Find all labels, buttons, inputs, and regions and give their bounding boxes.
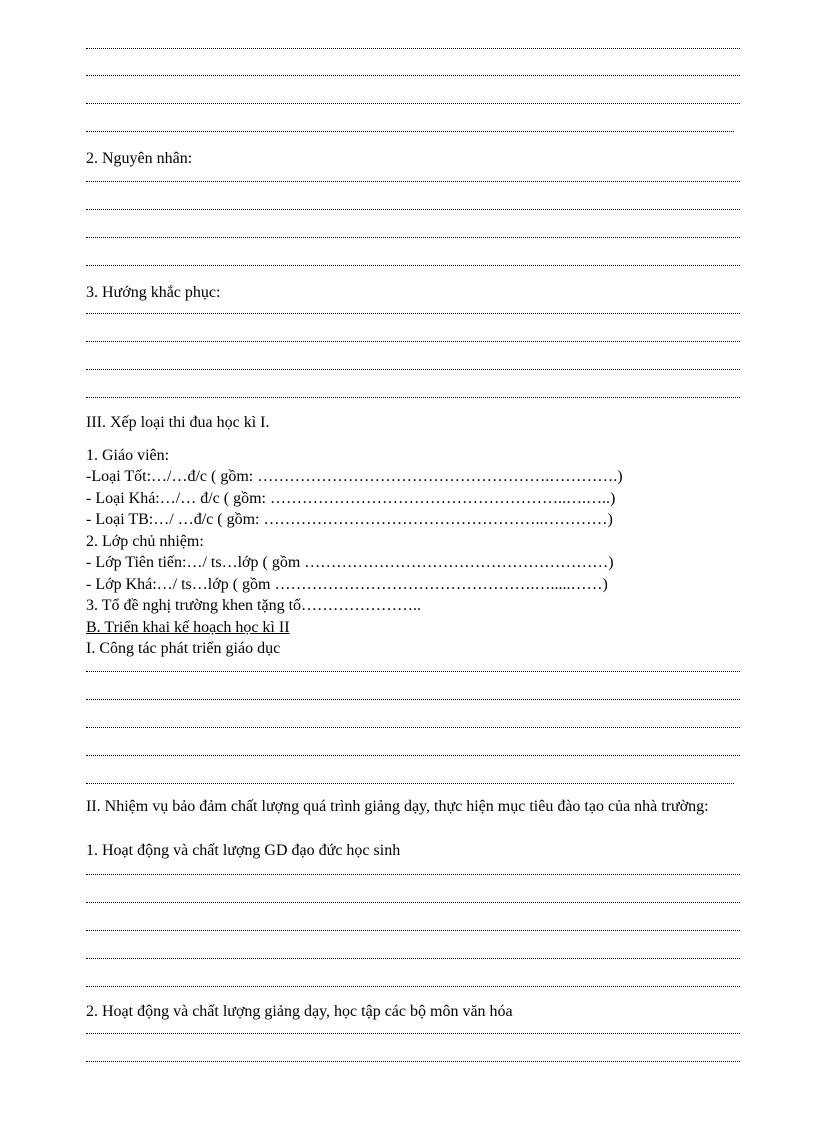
dotted-line bbox=[86, 237, 740, 238]
dotted-line bbox=[86, 1061, 740, 1062]
teachers-good: -Loại Tốt:…/…đ/c ( gồm: ……………………………………………….………….) bbox=[86, 468, 623, 485]
dotted-line bbox=[86, 181, 740, 182]
dotted-line bbox=[86, 1033, 740, 1034]
dotted-line bbox=[86, 369, 740, 370]
dotted-line bbox=[86, 75, 740, 76]
remedy-heading: 3. Hướng khắc phục: bbox=[86, 284, 221, 301]
dotted-line bbox=[86, 341, 740, 342]
dotted-line bbox=[86, 874, 740, 875]
dotted-line bbox=[86, 397, 740, 398]
moral-education-heading: 1. Hoạt động và chất lượng GD đạo đức học sinh bbox=[86, 842, 401, 859]
homeroom-fair: - Lớp Khá:…/ ts…lớp ( gồm ………………………………………….….....……) bbox=[86, 576, 608, 593]
part-b-heading: B. Triển khai kế hoạch học kì II bbox=[86, 619, 290, 636]
education-dev-heading: I. Công tác phát triển giáo dục bbox=[86, 640, 281, 657]
teachers-fair: - Loại Khá:…/… đ/c ( gồm: ………………………………………………..….…..) bbox=[86, 490, 616, 507]
dotted-line bbox=[86, 986, 740, 987]
teaching-learning-heading: 2. Hoạt động và chất lượng giảng dạy, học tập các bộ môn văn hóa bbox=[86, 1003, 513, 1020]
quality-task-heading: II. Nhiệm vụ bảo đảm chất lượng quá trình giảng dạy, thực hiện mục tiêu đào tạo của nhà trường: bbox=[86, 798, 709, 815]
homeroom-advanced: - Lớp Tiên tiến:…/ ts…lớp ( gồm …………………………………………………) bbox=[86, 554, 614, 571]
dotted-line bbox=[86, 699, 740, 700]
dotted-line bbox=[86, 209, 740, 210]
dotted-line bbox=[86, 783, 734, 784]
dotted-line bbox=[86, 727, 740, 728]
dotted-line bbox=[86, 265, 740, 266]
dotted-line bbox=[86, 755, 740, 756]
dotted-line bbox=[86, 930, 740, 931]
dotted-line bbox=[86, 671, 740, 672]
teachers-heading: 1. Giáo viên: bbox=[86, 447, 170, 464]
dotted-line bbox=[86, 48, 740, 49]
dotted-line bbox=[86, 958, 740, 959]
proposal-line: 3. Tổ đề nghị trường khen tặng tổ………………….. bbox=[86, 597, 422, 614]
ranking-heading: III. Xếp loại thi đua học kì I. bbox=[86, 414, 270, 431]
homeroom-heading: 2. Lớp chủ nhiệm: bbox=[86, 533, 204, 550]
teachers-average: - Loại TB:…/ …đ/c ( gồm: ……………………………………………..…………) bbox=[86, 511, 613, 528]
dotted-line bbox=[86, 103, 740, 104]
cause-heading: 2. Nguyên nhân: bbox=[86, 150, 193, 167]
dotted-line bbox=[86, 131, 734, 132]
dotted-line bbox=[86, 313, 740, 314]
dotted-line bbox=[86, 902, 740, 903]
